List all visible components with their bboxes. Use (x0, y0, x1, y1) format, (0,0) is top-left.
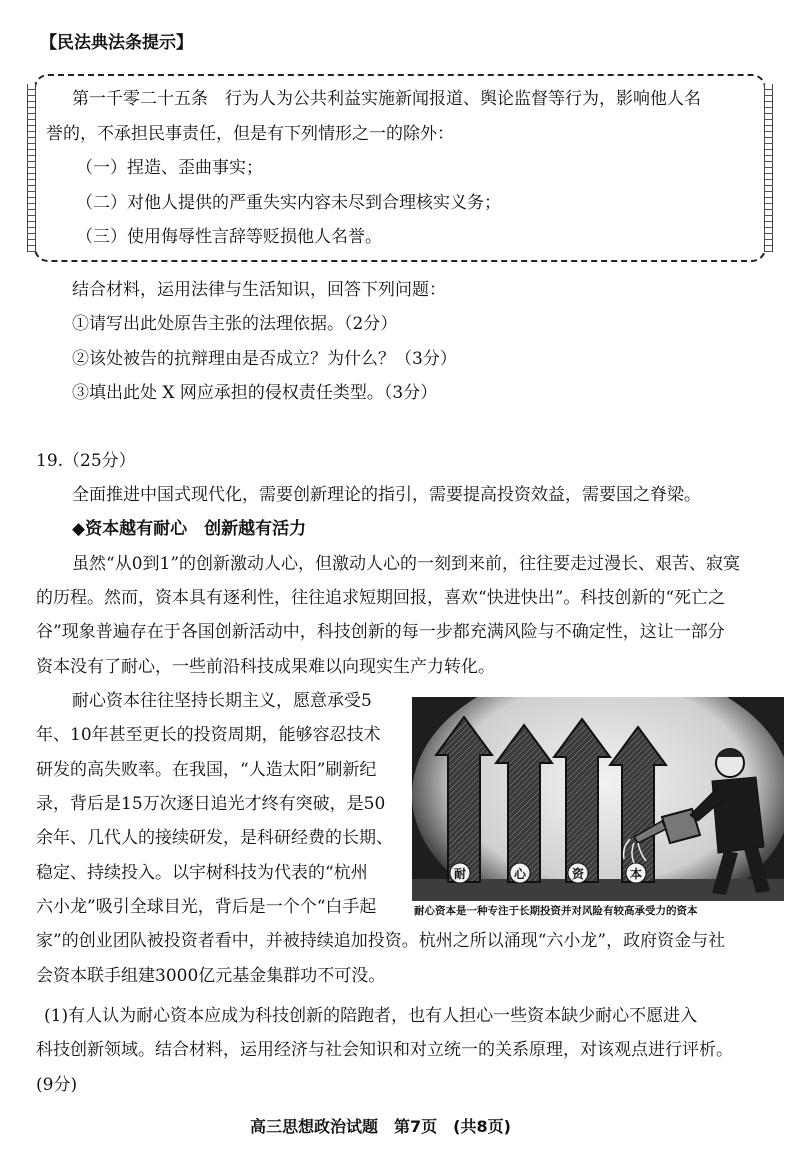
q18-question-2: ②该处被告的抗辩理由是否成立？为什么？（3分） (72, 349, 457, 369)
q19-paragraph-2-line-1: 耐心资本往往坚持长期主义，愿意承受5 (72, 691, 372, 711)
q19-paragraph-2-line-8: 家”的创业团队被投资者看中，并被持续追加投资。杭州之所以涌现“六小龙”，政府资金与社 (36, 931, 726, 951)
law-item-3: （三）使用侮辱性言辞等贬损他人名誉。 (76, 227, 382, 247)
figure-label-1: 耐 (453, 867, 467, 881)
figure-caption: 耐心资本是一种专注于长期投资并对风险有较高承受力的资本 (414, 905, 698, 917)
q19-paragraph-1-line-2: 的历程。然而，资本具有逐利性，往往追求短期回报，喜欢“快进快出”。科技创新的“死亡之 (36, 588, 726, 608)
law-article-text: 第一千零二十五条 行为人为公共利益实施新闻报道、舆论监督等行为，影响他人名 (72, 89, 701, 109)
q18-question-3: ③填出此处 X 网应承担的侵权责任类型。（3分） (72, 383, 438, 403)
figure-label-2: 心 (513, 867, 527, 881)
q19-paragraph-2-line-4: 录，背后是15万次逐日追光才终有突破，是50 (36, 794, 386, 814)
q19-paragraph-1-line-1: 虽然“从0到1”的创新激动人心，但激动人心的一刻到来前，往往要走过漫长、艰苦、寂寞 (72, 554, 741, 574)
law-article-text-cont: 誉的，不承担民事责任，但是有下列情形之一的除外： (46, 124, 454, 144)
patient-capital-cartoon (412, 697, 784, 901)
q19-paragraph-1-line-3: 谷”现象普遍存在于各国创新活动中，科技创新的每一步都充满风险与不确定性，这让一部分 (36, 622, 725, 642)
q19-paragraph-1-line-4: 资本没有了耐心，一些前沿科技成果难以向现实生产力转化。 (36, 657, 495, 677)
q19-paragraph-2-line-7: 六小龙”吸引全球目光，背后是一个个“白手起 (36, 897, 377, 917)
figure-label-3: 资 (571, 867, 585, 881)
q19-paragraph-2-line-6: 稳定、持续投入。以宇树科技为代表的“杭州 (36, 863, 368, 883)
q19-paragraph-2-line-5: 余年、几代人的接续研发，是科研经费的长期、 (36, 828, 393, 848)
q19-sub1-line-1: (1)有人认为耐心资本应成为科技创新的陪跑者，也有人担心一些资本缺少耐心不愿进入 (44, 1006, 698, 1026)
q18-question-1: ①请写出此处原告主张的法理依据。（2分） (72, 314, 398, 334)
q19-sub1-line-3: (9分) (36, 1075, 78, 1095)
q19-paragraph-2-line-3: 研发的高失败率。在我国，“人造太阳”刷新纪 (36, 760, 377, 780)
q19-paragraph-2-line-9: 会资本联手组建3000亿元基金集群功不可没。 (36, 966, 386, 986)
q19-lead: 全面推进中国式现代化，需要创新理论的指引，需要提高投资效益，需要国之脊梁。 (72, 485, 701, 505)
q19-sub1-line-2: 科技创新领域。结合材料，运用经济与社会知识和对立统一的关系原理，对该观点进行评析。 (36, 1040, 733, 1060)
figure-label-4: 本 (629, 867, 643, 881)
law-item-1: （一）捏造、歪曲事实； (76, 158, 263, 178)
q18-intro: 结合材料，运用法律与生活知识，回答下列问题： (72, 280, 446, 300)
q19-section-title: ◆资本越有耐心 创新越有活力 (72, 519, 307, 539)
law-tip-header: 【民法典法条提示】 (40, 33, 193, 53)
q19-number: 19.（25分） (36, 451, 136, 471)
q19-paragraph-2-line-2: 年、10年甚至更长的投资周期，能够容忍技术 (36, 725, 381, 745)
page-footer: 高三思想政治试题 第7页 (共8页) (250, 1117, 511, 1136)
law-item-2: （二）对他人提供的严重失实内容未尽到合理核实义务； (76, 193, 501, 213)
